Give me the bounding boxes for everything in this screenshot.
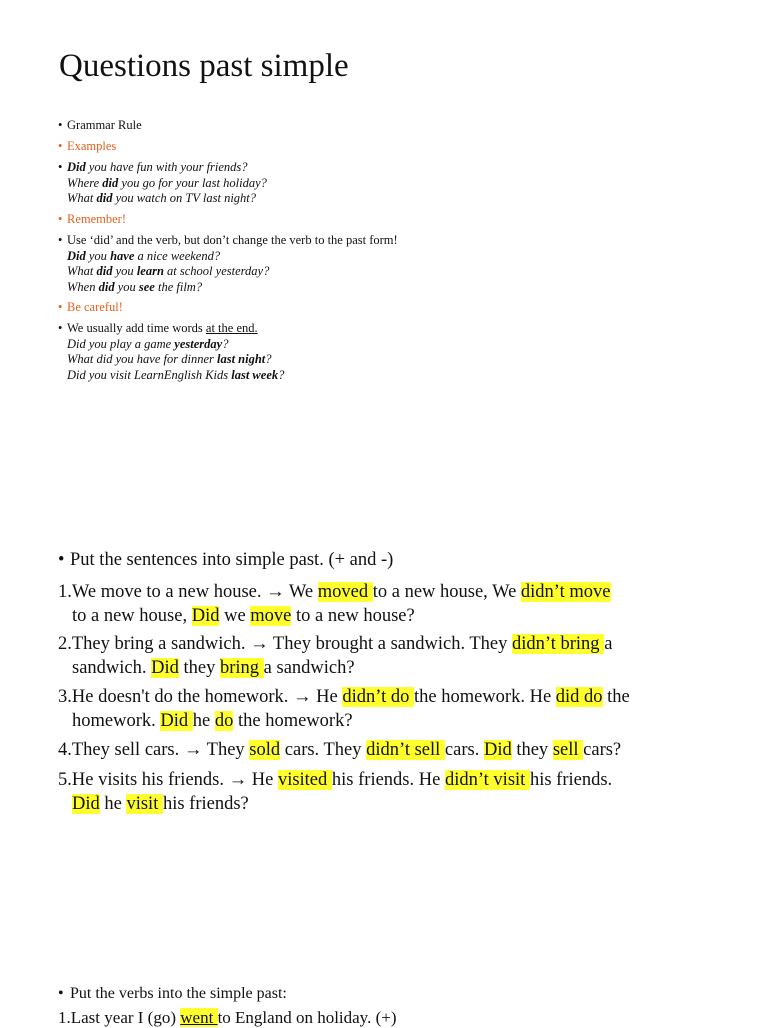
item-text: sandwich. [72,657,152,678]
careful-heading: Be careful! [67,300,123,314]
rule-text: Use ‘did’ and the verb, but don’t change the verb to the past form! [67,233,398,247]
example-text: ? [278,367,285,382]
exercise-instruction [58,549,738,573]
item-text: a sandwich? [263,657,355,678]
bold-word: Did [67,160,86,174]
careful-rule [58,321,698,337]
bullet-dot: • [58,139,63,153]
bold-word: learn [136,264,164,278]
highlighted-answer: didn’t bring [512,634,605,654]
highlighted-answer: didn’t do [342,687,414,707]
exercise-item-4 [58,739,738,763]
item-text: to a new house, We [372,582,521,602]
highlighted-answer: went [180,1008,218,1027]
bold-word: see [138,279,155,294]
item-text: to a new house? [291,605,415,626]
bullet-dot: • [58,321,63,335]
bullet-remember-heading [58,212,698,228]
example-line-3 [58,191,698,207]
bullet-grammar-rule [58,118,698,134]
highlighted-answer: sell [552,740,584,760]
example-text: What [67,191,97,205]
highlighted-answer: visit [126,793,163,814]
careful-line-2 [58,352,698,368]
highlighted-answer: Did [191,605,220,626]
example-text: Where [67,175,103,190]
careful-line-1 [58,337,698,353]
bold-word: did [96,191,113,205]
item-text: He visits his friends. → He [71,770,278,790]
bold-word: did [96,264,113,278]
grammar-rule-label: Grammar Rule [67,118,142,132]
verbs-item-1 [58,1008,738,1028]
item-text: he [192,710,215,731]
bold-word: did [102,175,119,190]
remember-heading: Remember! [67,212,127,226]
verbs-instruction [58,984,738,1004]
item-text: his friends. [529,770,613,790]
example-text: ? [222,336,229,351]
example-line-2 [58,176,698,192]
example-text: you [85,248,111,263]
item-text: they [511,740,553,760]
item-text: he [99,793,127,814]
examples-block [58,160,698,207]
item-text: we [219,605,251,626]
slide-grammar-rule [0,0,768,505]
example-text: When [67,279,99,294]
example-text: you [114,279,139,294]
item-text: homework. [72,710,161,731]
highlighted-answer: didn’t move [520,582,611,602]
bold-word: last week [231,367,279,382]
item-number: 4. [58,740,72,760]
item-text: his friends. He [331,770,445,790]
exercise-item-5 [58,769,738,816]
exercise-item-3 [58,686,738,733]
example-text: you have fun with your friends? [85,160,248,174]
bullet-dot: • [58,985,64,1002]
item-text: his friends? [162,793,249,814]
item-number: 5. [58,770,72,790]
item-text: a [604,634,613,654]
bullet-dot: • [58,160,63,174]
example-text: What [67,264,97,278]
example-text: Did you play a game [67,336,175,351]
item-text: cars. They [280,740,367,760]
rule-text: We usually add time words [67,321,206,335]
bold-word: have [110,248,135,263]
bullet-dot: • [58,233,63,247]
highlighted-answer: didn’t sell [366,740,445,760]
example-text: ? [265,352,272,366]
item-text: the homework? [233,710,353,731]
item-text: We move to a new house. → We [71,582,318,602]
remember-line-2 [58,264,698,280]
remember-line-1 [58,249,698,265]
bold-word: Did [67,248,86,263]
item-text: He doesn't do the homework. → He [71,687,343,707]
careful-block [58,321,698,383]
item-number: 1. [58,582,72,602]
bullet-dot: • [58,118,63,132]
item-text: They sell cars. → They [71,740,250,760]
bold-word: yesterday [174,336,223,351]
item-text: the homework. He [413,687,556,707]
example-text: the film? [154,279,203,294]
bold-word: last night [216,352,266,366]
slide-exercise-verbs [0,935,768,1027]
instruction-text: Put the verbs into the simple past: [70,985,287,1002]
page-title: Questions past simple [59,48,349,84]
bullet-examples-heading [58,139,698,155]
remember-block [58,233,698,295]
highlighted-answer: Did [160,710,193,731]
highlighted-answer: visited [277,770,332,790]
example-text: at school yesterday? [163,264,270,278]
item-number: 2. [58,634,72,654]
example-text: a nice weekend? [134,248,221,263]
bullet-careful-heading [58,300,698,316]
highlighted-answer: sold [249,740,281,760]
slide-exercise-simple-past [0,505,768,935]
item-text: cars? [583,740,622,760]
careful-line-3 [58,368,698,384]
item-text: cars. [444,740,484,760]
example-text: you [112,264,137,278]
exercise-item-1 [58,581,738,628]
item-text: to a new house, [72,605,192,626]
highlighted-answer: didn’t visit [444,770,530,790]
item-text: to England on holiday. (+) [217,1008,397,1027]
example-text: Did you visit LearnEnglish Kids [67,367,232,382]
highlighted-answer: Did [483,740,512,760]
examples-heading: Examples [67,139,117,153]
example-text: you go for your last holiday? [118,175,267,190]
example-line-1 [58,160,698,176]
highlighted-answer: bring [219,657,264,678]
item-text: They bring a sandwich. → They brought a sandwich. They [71,634,513,654]
highlighted-answer: Did [151,657,179,678]
bullet-dot: • [58,550,65,570]
bullet-dot: • [58,212,63,226]
highlighted-answer: moved [317,582,373,602]
example-text: What did you have for dinner [67,352,217,366]
underlined-text: at the end. [205,321,258,335]
highlighted-answer: Did [72,793,100,814]
remember-rule [58,233,698,249]
highlighted-answer: did do [555,687,603,707]
item-text: 1.Last year I (go) [58,1008,181,1027]
highlighted-answer: do [214,710,234,731]
remember-line-3 [58,280,698,296]
bold-word: did [98,279,115,294]
example-text: you watch on TV last night? [112,191,257,205]
highlighted-answer: move [250,605,292,626]
item-text: the [602,687,630,707]
instruction-text: Put the sentences into simple past. (+ and -) [70,550,394,570]
item-number: 3. [58,687,72,707]
exercise-item-2 [58,633,738,680]
bullet-dot: • [58,300,63,314]
item-text: they [178,657,220,678]
